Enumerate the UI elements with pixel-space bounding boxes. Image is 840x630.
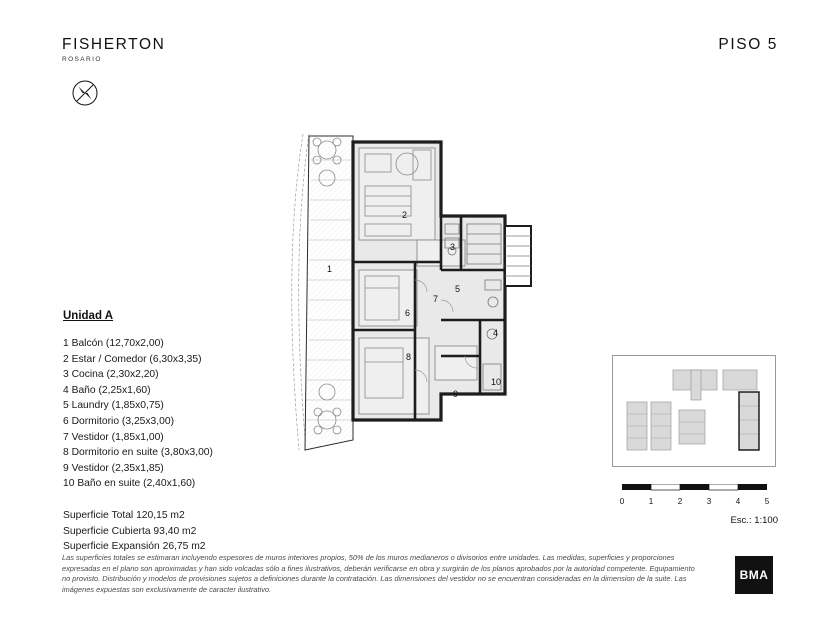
list-item: 3 Cocina (2,30x2,20) [63, 369, 159, 381]
brand-subtitle: ROSARIO [62, 56, 102, 63]
plan-label-2: 2 [402, 210, 408, 220]
list-item: 9 Vestidor (2,35x1,85) [63, 462, 164, 474]
scale-note: Esc.: 1:100 [730, 515, 778, 526]
plan-label-10: 10 [491, 377, 502, 387]
list-item: 10 Baño en suite (2,40x1,60) [63, 478, 196, 490]
area-expansion: Superficie Expansión 26,75 m2 [63, 541, 206, 553]
page-title: PISO 5 [718, 36, 778, 53]
list-item: 2 Estar / Comedor (6,30x3,35) [63, 353, 202, 365]
svg-text:2: 2 [677, 497, 683, 506]
plan-label-3: 3 [450, 242, 456, 252]
legal-footnote: Las superficies totales se estimaran incluyendo espesores de muros interiores propios, 50% de los muros medianeros o divisorios entre unidades. Las medidas, superficies y proporciones expresadas en el plano son aproximadas y han sido volcadas sólo a fines ilustrativos, deberán verificarse en obra y surgirán de los planos aprobados por la autoridad competente. Equipamiento no provisto. Distribución y modelos de provisiones sujetos a definiciones durante la contratación. Las dimensiones del vestidor no se encuentran consideradas en la dimension de la suite. Las imágenes expuestas son exclusivamente de caracter ilustrativo. [62, 553, 695, 594]
list-item: 6 Dormitorio (3,25x3,00) [63, 415, 175, 427]
unit-title: Unidad A [63, 310, 114, 322]
plan-label-9: 9 [453, 389, 459, 399]
list-item: 7 Vestidor (1,85x1,00) [63, 431, 164, 443]
plan-label-4: 4 [493, 328, 499, 338]
plan-label-5: 5 [455, 284, 461, 294]
scale-bar [620, 484, 778, 510]
floor-plan-drawing [265, 120, 565, 480]
plan-label-8: 8 [406, 352, 412, 362]
plan-label-1: 1 [327, 264, 333, 274]
north-compass-icon [70, 78, 100, 108]
brand-block [62, 36, 165, 63]
plan-label-6: 6 [405, 308, 411, 318]
svg-text:5: 5 [764, 497, 770, 506]
svg-text:4: 4 [735, 497, 741, 506]
bma-logo: BMA [735, 556, 773, 594]
area-covered: Superficie Cubierta 93,40 m2 [63, 525, 197, 537]
list-item: 5 Laundry (1,85x0,75) [63, 400, 164, 412]
area-total: Superficie Total 120,15 m2 [63, 509, 185, 521]
svg-text:3: 3 [706, 497, 712, 506]
plan-label-7: 7 [433, 294, 439, 304]
list-item: 4 Baño (2,25x1,60) [63, 384, 151, 396]
list-item: 1 Balcón (12,70x2,00) [63, 338, 164, 349]
site-key-plan [612, 355, 776, 467]
svg-text:0: 0 [620, 497, 625, 506]
svg-text:1: 1 [648, 497, 654, 506]
list-item: 8 Dormitorio en suite (3,80x3,00) [63, 447, 213, 459]
brand-name: FISHERTON [62, 36, 166, 53]
area-summary [63, 508, 313, 555]
